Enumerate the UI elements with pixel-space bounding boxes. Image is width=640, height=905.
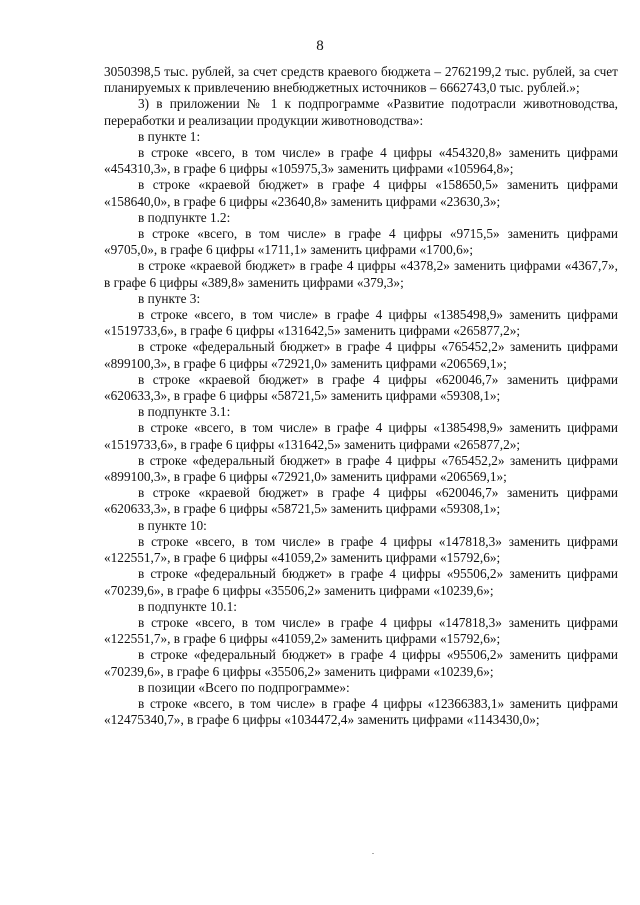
page-number: 8: [316, 38, 324, 54]
paragraph: в пункте 3:: [138, 290, 201, 306]
document-body: [104, 64, 618, 728]
paragraph: 3050398,5 тыс. рублей, за счет средств краевого бюджета – 2762199,2 тыс. рублей, за счет планируемых к привлечению внебюджетных источников – 6662743,0 тыс. рублей.»;: [104, 64, 618, 96]
paragraph: в строке «федеральный бюджет» в графе 4 цифры «95506,2» заменить цифрами «70239,6», в графе 6 цифры «35506,2» заменить цифрами «10239,6»;: [104, 647, 618, 679]
paragraph: 3) в приложении № 1 к подпрограмме «Развитие подотрасли животноводства, переработки и реализации продукции животноводства»:: [104, 96, 618, 128]
paragraph: в строке «краевой бюджет» в графе 4 цифры «620046,7» заменить цифрами «620633,3», в графе 6 цифры «58721,5» заменить цифрами «59308,1»;: [104, 485, 618, 517]
paragraph: в строке «всего, в том числе» в графе 4 цифры «454320,8» заменить цифрами «454310,3», в графе 6 цифры «105975,3» заменить цифрами «105964,8»;: [104, 145, 618, 177]
paragraph: в пункте 1:: [138, 128, 201, 144]
paragraph: в строке «всего, в том числе» в графе 4 цифры «147818,3» заменить цифрами «122551,7», в графе 6 цифры «41059,2» заменить цифрами «15792,6»;: [104, 533, 618, 566]
paragraph: в подпункте 1.2:: [138, 209, 231, 225]
paragraph: в строке «федеральный бюджет» в графе 4 цифры «765452,2» заменить цифрами «899100,3», в графе 6 цифры «72921,0» заменить цифрами «206569,1»;: [104, 339, 618, 371]
paragraph: в подпункте 3.1:: [138, 404, 231, 420]
paragraph: в строке «федеральный бюджет» в графе 4 цифры «765452,2» заменить цифрами «899100,3», в графе 6 цифры «72921,0» заменить цифрами «206569,1»;: [104, 452, 618, 485]
paragraph: в пункте 10:: [138, 517, 207, 533]
scan-speck: [372, 853, 374, 854]
paragraph: в строке «всего, в том числе» в графе 4 цифры «147818,3» заменить цифрами «122551,7», в графе 6 цифры «41059,2» заменить цифрами «15792,6»;: [104, 614, 618, 647]
paragraph: в строке «всего, в том числе» в графе 4 цифры «12366383,1» заменить цифрами «12475340,7», в графе 6 цифры «1034472,4» заменить цифрами «1143430,0»;: [104, 695, 618, 728]
paragraph: в строке «краевой бюджет» в графе 4 цифры «158650,5» заменить цифрами «158640,0», в графе 6 цифры «23640,8» заменить цифрами «23630,3»;: [104, 177, 618, 209]
paragraph: в строке «краевой бюджет» в графе 4 цифры «4378,2» заменить цифрами «4367,7», в графе 6 цифры «389,8» заменить цифрами «379,3»;: [104, 258, 618, 290]
paragraph: в строке «краевой бюджет» в графе 4 цифры «620046,7» заменить цифрами «620633,3», в графе 6 цифры «58721,5» заменить цифрами «59308,1»;: [104, 371, 618, 404]
paragraph: в строке «всего, в том числе» в графе 4 цифры «9715,5» заменить цифрами «9705,0», в графе 6 цифры «1711,1» заменить цифрами «1700,6»;: [104, 226, 618, 258]
paragraph: в строке «федеральный бюджет» в графе 4 цифры «95506,2» заменить цифрами «70239,6», в графе 6 цифры «35506,2» заменить цифрами «10239,6»;: [104, 566, 618, 598]
paragraph: в строке «всего, в том числе» в графе 4 цифры «1385498,9» заменить цифрами «1519733,6», в графе 6 цифры «131642,5» заменить цифрами «265877,2»;: [104, 307, 618, 339]
paragraph: в подпункте 10.1:: [138, 598, 237, 614]
paragraph: в позиции «Всего по подпрограмме»:: [138, 679, 350, 695]
paragraph: в строке «всего, в том числе» в графе 4 цифры «1385498,9» заменить цифрами «1519733,6», в графе 6 цифры «131642,5» заменить цифрами «265877,2»;: [104, 420, 618, 452]
